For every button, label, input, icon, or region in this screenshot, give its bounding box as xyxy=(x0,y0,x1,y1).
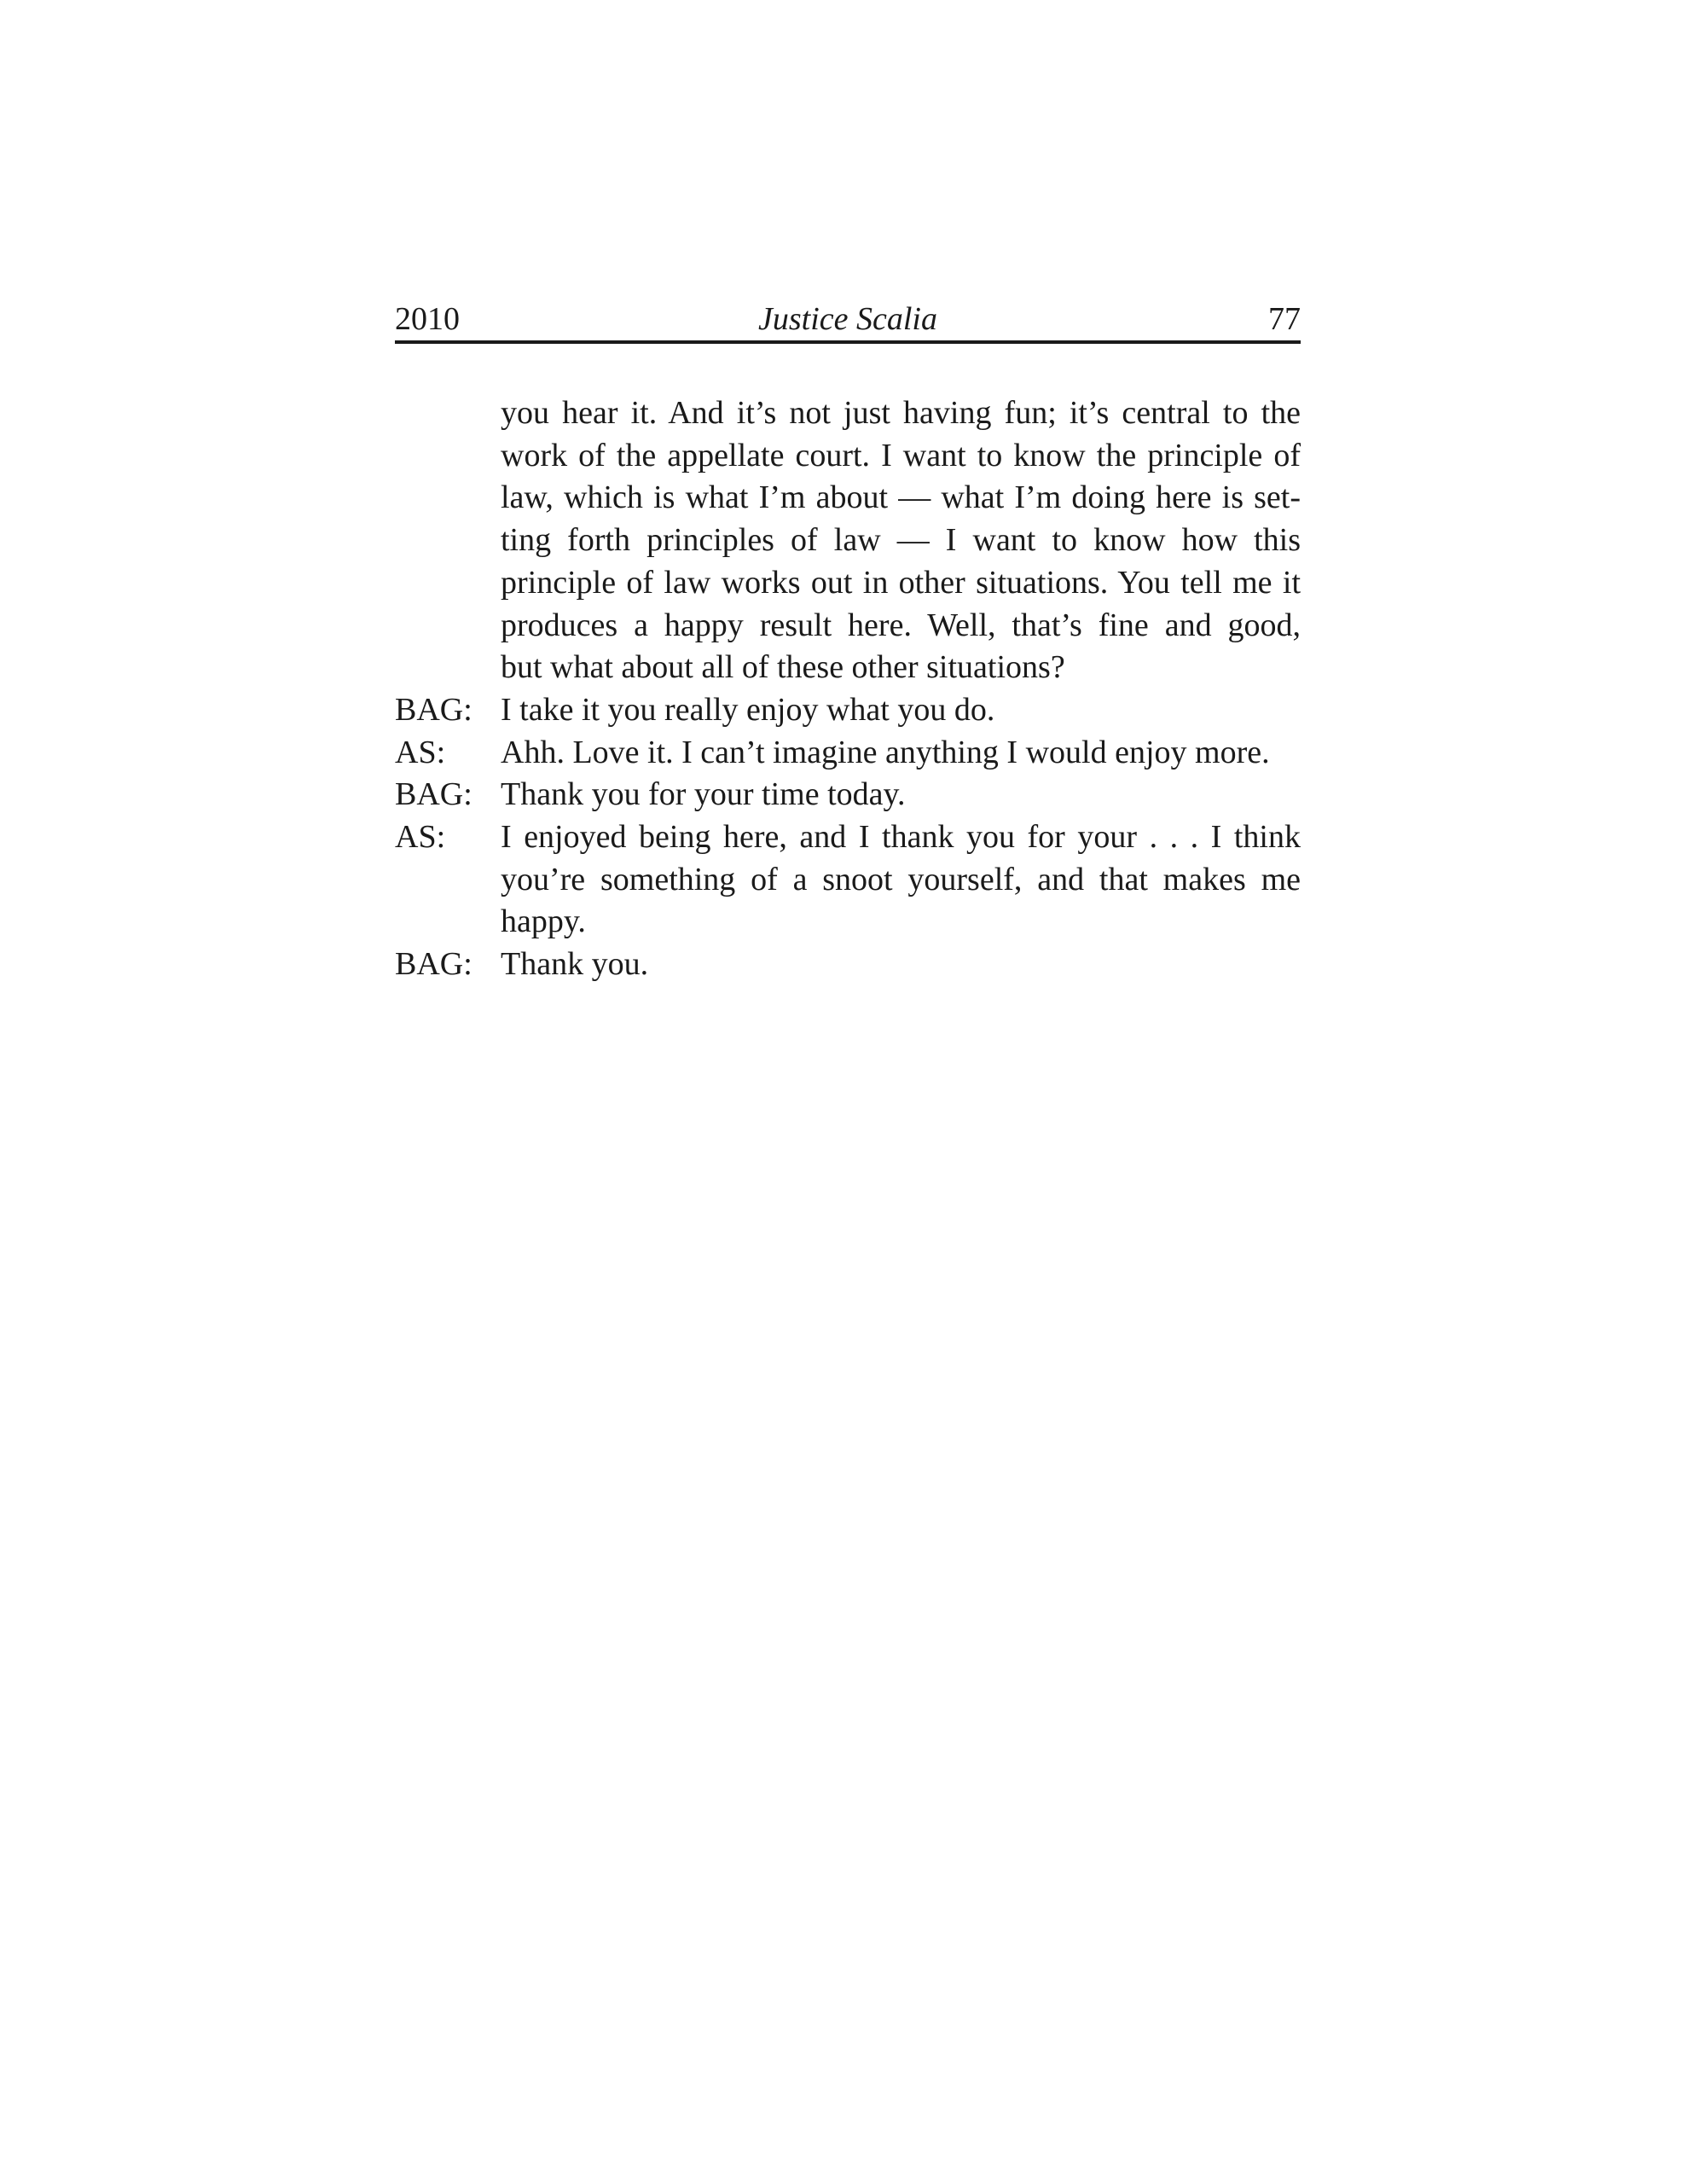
text-line: Thank you for your time today. xyxy=(501,776,906,813)
text-line: I enjoyed being here, and I thank you for your . . . I think xyxy=(501,819,1301,856)
page-number: 77 xyxy=(1268,301,1301,337)
text-line: I take it you really enjoy what you do. xyxy=(501,691,995,728)
speaker-label: AS: xyxy=(395,819,446,856)
transcript-entry xyxy=(395,816,1301,944)
interview-transcript xyxy=(395,392,1301,986)
transcript-entry xyxy=(395,774,1301,816)
text-line: ting forth principles of law — I want to know how this xyxy=(501,522,1301,559)
text-line: Ahh. Love it. I can’t imagine anything I would enjoy more. xyxy=(501,734,1270,770)
running-header xyxy=(395,294,1301,344)
text-line: principle of law works out in other situations. You tell me it xyxy=(501,564,1301,601)
header-title: Justice Scalia xyxy=(758,301,937,337)
text-line: you’re something of a snoot yourself, and that makes me xyxy=(501,861,1301,897)
text-line: happy. xyxy=(501,903,586,940)
transcript-entry xyxy=(395,689,1301,732)
entry-text xyxy=(501,689,1301,732)
text-line: work of the appellate court. I want to know the principle of xyxy=(501,437,1301,473)
transcript-entry xyxy=(395,732,1301,775)
text-line: law, which is what I’m about — what I’m doing here is set- xyxy=(501,479,1301,516)
entry-text xyxy=(501,392,1301,689)
transcript-entry xyxy=(395,944,1301,986)
header-year: 2010 xyxy=(395,301,460,337)
entry-text xyxy=(501,774,1301,816)
speaker-label: BAG: xyxy=(395,691,472,728)
speaker-label: BAG: xyxy=(395,776,472,813)
text-line: produces a happy result here. Well, that’s fine and good, xyxy=(501,607,1301,643)
speaker-label: BAG: xyxy=(395,946,472,983)
entry-text xyxy=(501,732,1301,775)
text-line: you hear it. And it’s not just having fun; it’s central to the xyxy=(501,395,1301,431)
entry-text xyxy=(501,816,1301,944)
text-line: but what about all of these other situations? xyxy=(501,649,1065,686)
speaker-label: AS: xyxy=(395,734,446,770)
entry-text xyxy=(501,944,1301,986)
text-line: Thank you. xyxy=(501,946,649,983)
transcript-entry xyxy=(395,392,1301,689)
